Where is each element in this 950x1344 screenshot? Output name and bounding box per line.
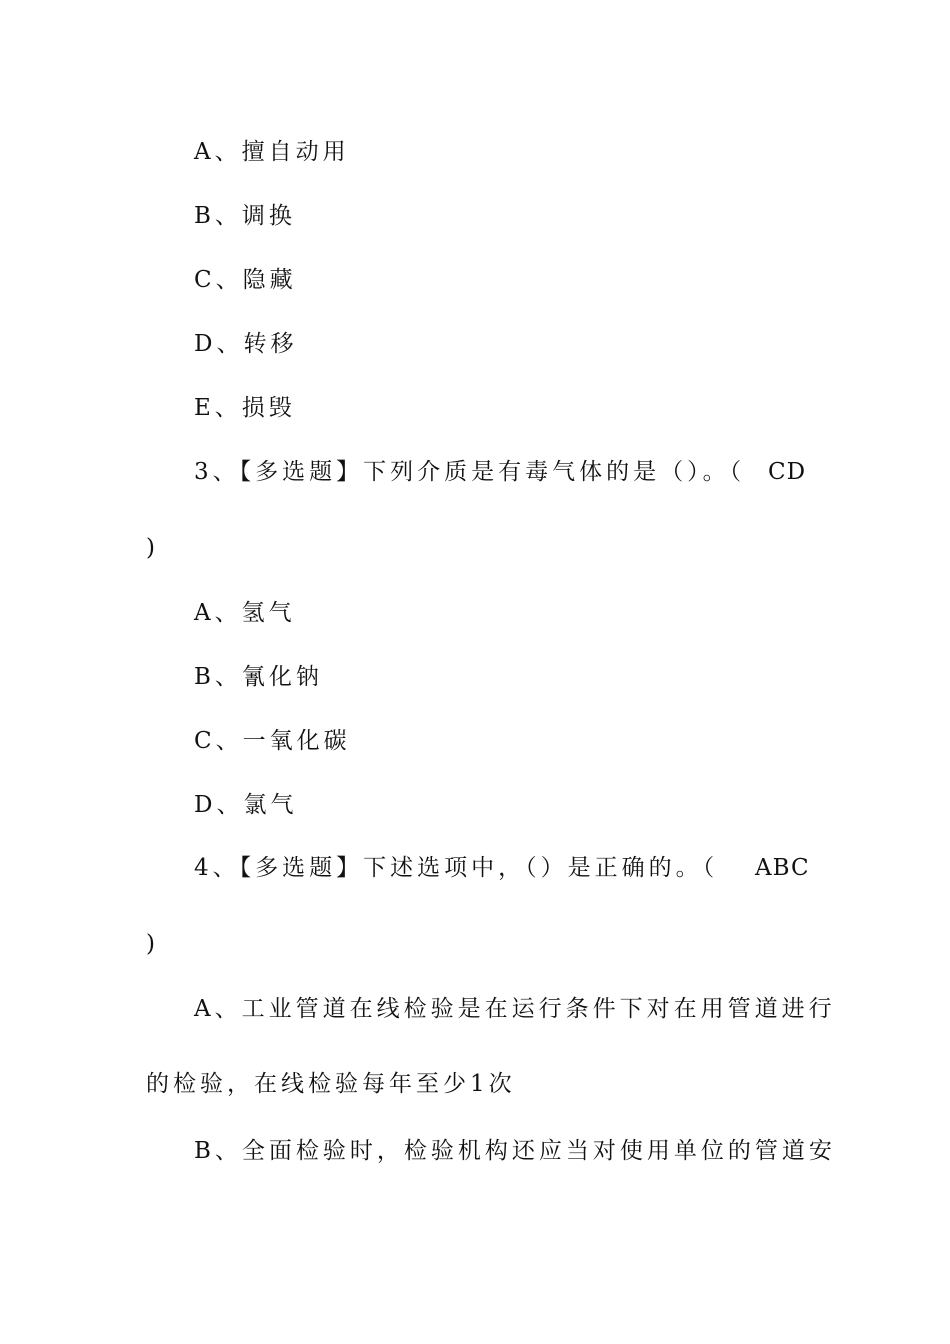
- q2-option-a: A、擅自动用: [194, 139, 350, 165]
- q3-option-a: A、氢气: [194, 600, 296, 626]
- q3-stem: 3、【多选题】下列介质是有毒气体的是（）。（: [194, 459, 746, 485]
- q2-option-b: B、调换: [194, 203, 296, 229]
- q2-option-c: C、隐藏: [194, 267, 297, 293]
- q4-close-paren: ): [146, 931, 159, 957]
- q4-stem: 4、【多选题】下述选项中，（）是正确的。（: [194, 855, 719, 881]
- q4-answer: ABC: [755, 855, 810, 881]
- q3-option-d: D、氯气: [194, 792, 298, 818]
- q3-answer: CD: [768, 459, 807, 485]
- q4-option-b-line1: B、全面检验时，检验机构还应当对使用单位的管道安: [194, 1138, 836, 1164]
- q3-option-c: C、一氧化碳: [194, 728, 351, 754]
- q4-option-a-line1: A、工业管道在线检验是在运行条件下对在用管道进行: [194, 996, 836, 1022]
- q4-option-a-line2: 的检验，在线检验每年至少1次: [146, 1071, 516, 1097]
- q3-close-paren: ): [146, 535, 159, 561]
- q2-option-e: E、损毁: [194, 395, 296, 421]
- q2-option-d: D、转移: [194, 331, 298, 357]
- q3-option-b: B、氰化钠: [194, 664, 323, 690]
